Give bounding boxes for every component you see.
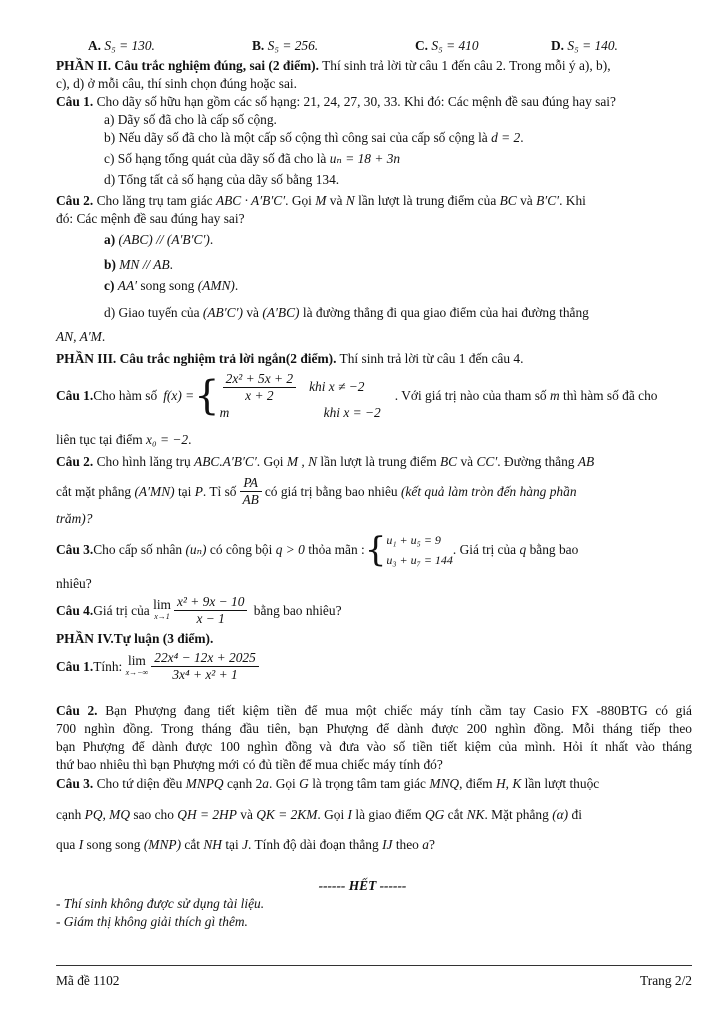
p3-q1-line2: liên tục tại điểm x₀ = −2.: [56, 432, 192, 447]
footer-code: Mã đề 1102: [56, 973, 120, 988]
p2-q2-c: c) AA′ song song (AMN).: [104, 278, 239, 293]
p3-q3: Câu 3. Cho cấp số nhân (uₙ) có công bội q > 0 thỏa mãn : { u₁ + u₅ = 9 u₃ + u₇ = 144 . Giá trị của q bằng bao: [56, 530, 579, 570]
p3-q3-line2: nhiêu?: [56, 576, 92, 591]
p4-q2-line4: thứ bao nhiêu thì bạn Phượng mới có đủ tiền để mua chiếc máy tính đó?: [56, 757, 443, 772]
p2-q1-d: d) Tổng tất cả số hạng của dãy số bằng 134.: [104, 172, 340, 187]
part2-heading-line: PHẦN II. Câu trắc nghiệm đúng, sai (2 điểm). Thí sinh trả lời từ câu 1 đến câu 2. Trong mỗi ý a), b),: [56, 58, 611, 73]
part3-heading-line: PHẦN III. Câu trắc nghiệm trả lời ngắn(2 điểm). Thí sinh trả lời từ câu 1 đến câu 4.: [56, 351, 524, 366]
p2-q2-b: b) MN // AB.: [104, 257, 173, 272]
p4-q2-line3: bạn Phượng để dành được 100 nghìn đồng và đưa vào số tiền tiết kiệm của mình. Hỏi ít nhất vào tháng: [56, 739, 692, 754]
part2-heading: PHẦN II. Câu trắc nghiệm đúng, sai (2 điểm).: [56, 58, 319, 73]
p4-q1: Câu 1. Tính: lim x→−∞ $\frac{\text{22x⁴ − 12x + 2025}}{\text{3x⁴ + x² + 1}}$: [56, 650, 262, 683]
answer-d: D. S₅ = 140.: [551, 38, 618, 53]
part4-heading: PHẦN IV.Tự luận (3 điểm).: [56, 631, 214, 646]
p2-q1-b: b) Nếu dãy số đã cho là một cấp số cộng thì công sai của cấp số cộng là d = 2.: [104, 130, 524, 145]
note-1: - Thí sinh không được sử dụng tài liệu.: [56, 896, 265, 911]
answer-b: B. S₅ = 256.: [252, 38, 319, 53]
part3-heading: PHẦN III. Câu trắc nghiệm trả lời ngắn(2 điểm).: [56, 351, 337, 366]
end-marker: ------ HẾT ------: [318, 878, 407, 893]
p4-q3-line2: cạnh PQ, MQ sao cho QH = 2HP và QK = 2KM. Gọi I là giao điểm QG cắt NK. Mặt phẳng (α) đi: [56, 807, 582, 822]
p2-q1-c: c) Số hạng tổng quát của dãy số đã cho là uₙ = 18 + 3n: [104, 151, 401, 166]
p2-q1: Câu 1. Cho dãy số hữu hạn gồm các số hạng: 21, 24, 27, 30, 33. Khi đó: Các mệnh đề sau đúng hay sai?: [56, 94, 616, 109]
part2-intro: c), d) ở mỗi câu, thí sinh chọn đúng hoặc sai.: [56, 76, 297, 91]
answer-a: A. S₅ = 130.: [88, 38, 155, 53]
p4-q3-line3: qua I song song (MNP) cắt NH tại J. Tính độ dài đoạn thẳng IJ theo a?: [56, 837, 435, 852]
p2-q2-a: a) (ABC) // (A′B′C′).: [104, 232, 214, 247]
footer-page: Trang 2/2: [640, 973, 692, 988]
note-2: - Giám thị không giải thích gì thêm.: [56, 914, 248, 929]
p4-q2-line2: 700 nghìn đồng. Trong tháng đầu tiên, bạn Phượng để dành được 200 nghìn đồng. Mỗi tháng tiếp theo: [56, 721, 692, 736]
footer-divider: [56, 965, 692, 966]
p3-q2-line3: trăm)?: [56, 511, 93, 526]
p2-q1-a: a) Dãy số đã cho là cấp số cộng.: [104, 112, 277, 127]
p4-q3-line1: Câu 3. Cho tứ diện đều MNPQ cạnh 2a. Gọi G là trọng tâm tam giác MNQ, điểm H, K lần lượt thuộc: [56, 776, 600, 791]
p3-q2-line2: cắt mặt phẳng (A′MN) tại P . Tỉ số $\frac{PA}{AB}$ có giá trị bằng bao nhiêu (kết quả làm tròn đến hàng phần: [56, 475, 577, 507]
p3-q2: Câu 2. Cho hình lăng trụ ABC.A′B′C′. Gọi M , N lần lượt là trung điểm BC và CC′. Đường thẳng AB: [56, 454, 595, 469]
p2-q2: Câu 2. Cho lăng trụ tam giác ABC · A′B′C′. Gọi M và N lần lượt là trung điểm của BC và B′C′. Khi: [56, 193, 586, 208]
p3-q1: Câu 1. Cho hàm số f(x) = { $\frac{\text{2x² + 5x + 2}}{x + 2}$ khi x ≠ −2 m khi x = −2 . Với giá trị nào của tham số m thì hàm số đã cho: [56, 370, 658, 420]
answer-c: C. S₅ = 410: [415, 38, 479, 53]
p2-q2-d-line2: AN, A′M.: [56, 329, 106, 344]
p2-q2-d: d) Giao tuyến của (AB′C′) và (A′BC) là đường thẳng đi qua giao điểm của hai đường thẳng: [104, 305, 589, 320]
p2-q2-line2: đó: Các mệnh đề sau đúng hay sai?: [56, 211, 245, 226]
p3-q4: Câu 4. Giá trị của lim x→1 $\frac{\text{x² + 9x − 10}}{x - 1}$ bằng bao nhiêu?: [56, 594, 342, 626]
p4-q2-line1: Câu 2. Bạn Phượng đang tiết kiệm tiền để mua một chiếc máy tính cầm tay Casio FX -880BTG có giá: [56, 703, 692, 718]
